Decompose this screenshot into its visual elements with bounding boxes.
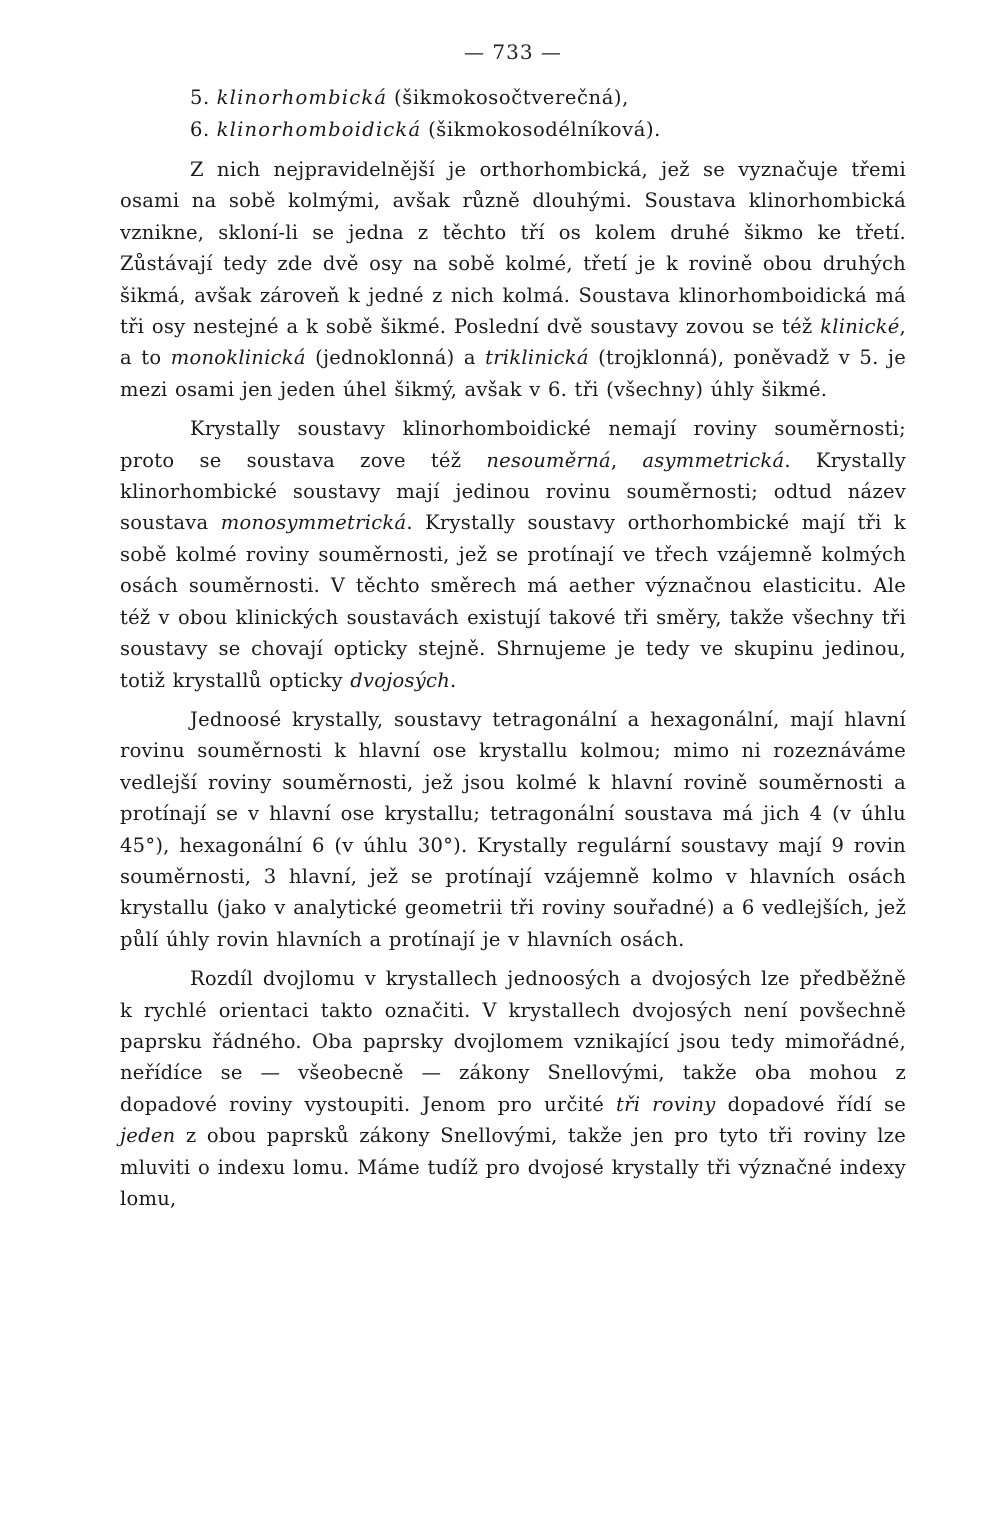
list-term: klinorhombická xyxy=(216,86,388,109)
text-run: . Krystally soustavy orthorhombické mají tři k sobě kolmé roviny souměrnosti, jež se protínají ve třech vzájemně kolmých osách souměrnosti. V těchto směrech má aether význačnou elasticitu. Ale též v obou klinických soustavách existují takové tři směry, takže všechny tři soustavy se chovají opticky stejně. Shrnujeme je tedy ve skupinu jedinou, totiž krystallů opticky xyxy=(120,511,906,692)
list-number: 6. xyxy=(190,118,210,141)
emphasis-term: nesouměrná xyxy=(486,448,611,472)
text-run: , xyxy=(610,448,643,472)
emphasis-term: dvojosých xyxy=(350,668,451,692)
emphasis-term: jeden xyxy=(120,1124,176,1148)
book-page xyxy=(120,40,906,1222)
list-item xyxy=(190,114,906,146)
page-number: — 733 — xyxy=(464,40,562,64)
emphasis-term: asymmetrická xyxy=(642,448,785,472)
text-run: z obou paprsků zákony Snellovými, takže jen pro tyto tři roviny lze mluviti o indexu lomu. Máme tudíž pro dvojosé krystally tři význačné indexy lomu, xyxy=(120,1124,906,1210)
paragraph-symmetry xyxy=(120,413,906,696)
emphasis-term: klinické xyxy=(820,315,900,339)
text-run: Z nich nejpravidelnější je orthorhombická, jež se vyznačuje třemi osami na sobě kolmými, avšak různě dlouhými. Soustava klinorhombická vznikne, skloní-li se jedna z těchto tří os kolem druhé šikmo ke třetí. Zůstávají tedy zde dvě osy na sobě kolmé, třetí je k rovině obou druhých šikmá, avšak zároveň k jedné z nich kolmá. Soustava klinorhomboidická má tři osy nestejné a k sobě šikmé. Poslední dvě soustavy zovou se též xyxy=(120,158,906,339)
list-item xyxy=(190,82,906,114)
emphasis-term: tři roviny xyxy=(616,1092,716,1116)
text-run: Rozdíl dvojlomu v krystallech jednoosých a dvojosých lze předběžně k rychlé orientaci takto označiti. V krystallech dvojosých není povšechně paprsku řádného. Oba paprsky dvojlomem vznikající jsou tedy mimořádné, neřídíce se — všeobecně — zákony Snellovými, takže oba mohou z dopadové roviny vystoupiti. Jenom pro určité xyxy=(120,967,906,1116)
paragraph-uniaxial xyxy=(120,704,906,955)
list-term: klinorhomboidická xyxy=(216,118,422,141)
text-run: . Krystally klinorhombické soustavy mají jedinou rovinu souměrnosti; odtud název soustava xyxy=(120,448,907,535)
text-run: (jednoklonná) a xyxy=(305,346,486,370)
text-run: . xyxy=(450,668,457,692)
text-run: Jednoosé krystally, soustavy tetragonální a hexagonální, mají hlavní rovinu souměrnosti k hlavní ose krystallu kolmou; mimo ni rozeznáváme vedlejší roviny souměrnosti, jež jsou kolmé k hlavní rovině souměrnosti a protínají se v hlavní ose krystallu; tetragonální soustava má jich 4 (v úhlu 45°), hexagonální 6 (v úhlu 30°). Krystally regulární soustavy mají 9 rovin souměrnosti, 3 hlavní, jež se protínají vzájemně kolmo v hlavních osách krystallu (jako v analytické geometrii tři roviny souřadné) a 6 vedlejších, jež půlí úhly rovin hlavních a protínají je v hlavních osách. xyxy=(120,707,906,951)
list-number: 5. xyxy=(190,86,210,109)
emphasis-term: monosymmetrická xyxy=(220,511,407,535)
paragraph-crystal-systems xyxy=(120,154,906,405)
text-run: Krystally soustavy klinorhomboidické nemají roviny souměrnosti; proto se soustava zove též xyxy=(120,417,906,472)
text-run: , a to xyxy=(120,315,906,370)
paragraph-birefringence xyxy=(120,963,906,1214)
list-gloss: (šikmokosočtverečná), xyxy=(394,86,629,109)
text-run: (trojklonná), poněvadž v 5. je mezi osami jen jeden úhel šikmý, avšak v 6. tři (všechny) úhly šikmé. xyxy=(120,346,906,401)
emphasis-term: triklinická xyxy=(485,346,589,370)
emphasis-term: monoklinická xyxy=(170,346,306,370)
text-run: dopadové řídí se xyxy=(715,1092,907,1116)
list-gloss: (šikmokosodélníková). xyxy=(428,118,661,141)
